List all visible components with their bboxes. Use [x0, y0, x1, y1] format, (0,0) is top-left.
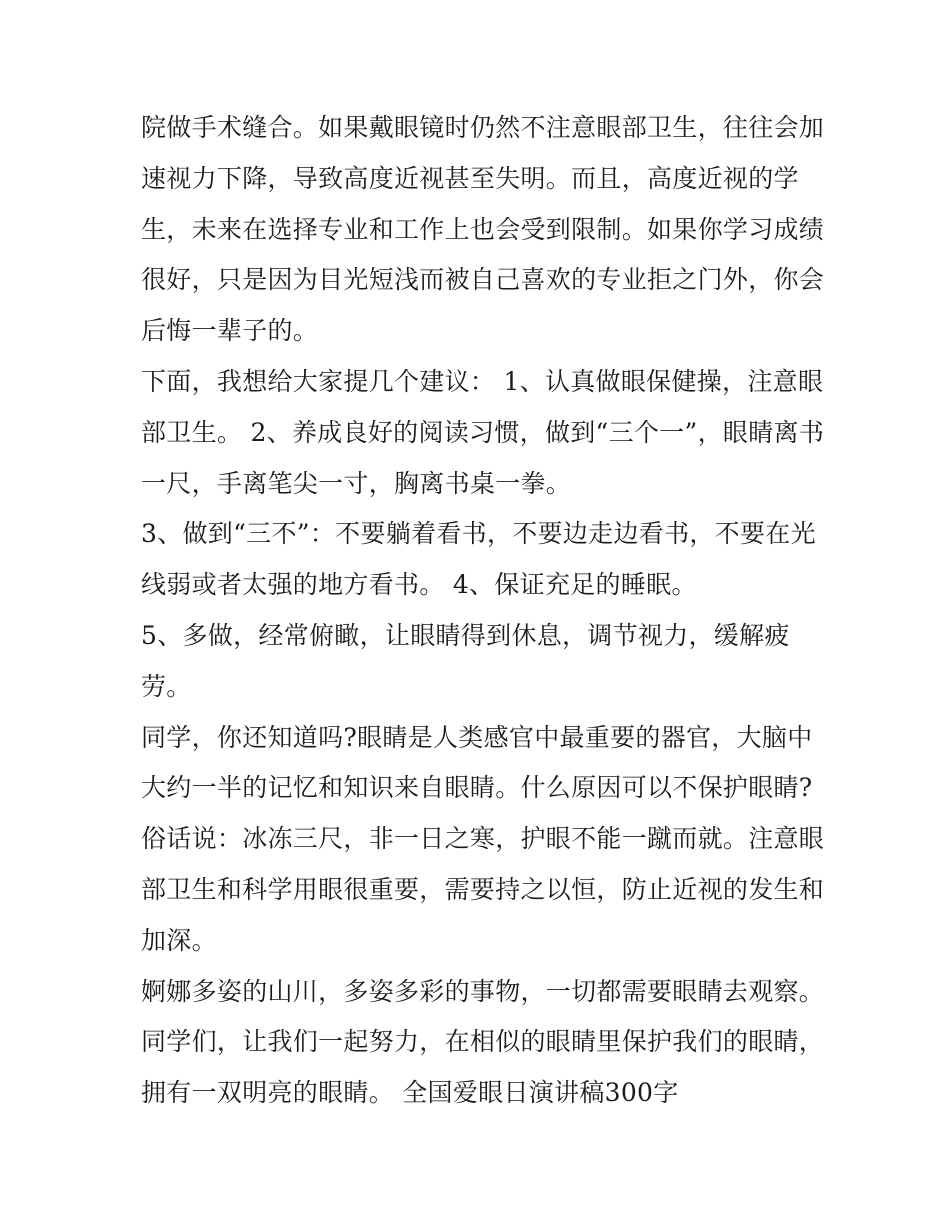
- text-line: 很好，只是因为目光短浅而被自己喜欢的专业拒之门外，你会: [141, 265, 825, 295]
- text-line: 同学，你还知道吗?眼睛是人类感官中最重要的器官，大脑中: [141, 722, 813, 752]
- text-line: 大约一半的记忆和知识来自眼睛。什么原因可以不保护眼睛?: [141, 773, 813, 803]
- text-line: 部卫生和科学用眼很重要，需要持之以恒，防止近视的发生和: [141, 874, 825, 904]
- text-line: 5、多做，经常俯瞰，让眼睛得到休息，调节视力，缓解疲: [141, 620, 790, 650]
- text-line: 速视力下降，导致高度近视甚至失明。而且，高度近视的学: [141, 163, 799, 193]
- text-line: 拥有一双明亮的眼睛。 全国爱眼日演讲稿300字: [141, 1078, 679, 1108]
- text-line: 加深。: [141, 925, 217, 955]
- text-line: 后悔一辈子的。: [141, 316, 319, 346]
- document-body: [141, 103, 825, 1119]
- text-line: 生，未来在选择专业和工作上也会受到限制。如果你学习成绩: [141, 214, 825, 244]
- text-line: 院做手术缝合。如果戴眼镜时仍然不注意眼部卫生，往往会加: [141, 113, 825, 142]
- text-line: 下面，我想给大家提几个建议： 1、认真做眼保健操，注意眼: [141, 366, 824, 396]
- text-line: 婀娜多姿的山川，多姿多彩的事物，一切都需要眼睛去观察。: [141, 976, 825, 1006]
- text-line: 劳。: [141, 671, 192, 701]
- text-line: 3、做到“三不”：不要躺着看书，不要边走边看书，不要在光: [141, 519, 816, 549]
- text-line: 线弱或者太强的地方看书。 4、保证充足的睡眠。: [141, 570, 697, 600]
- text-line: 部卫生。 2、养成良好的阅读习惯，做到“三个一”，眼睛离书: [141, 417, 825, 447]
- text-line: 俗话说：冰冻三尺，非一日之寒，护眼不能一蹴而就。注意眼: [141, 824, 825, 854]
- text-line: 一尺，手离笔尖一寸，胸离书桌一拳。: [141, 468, 572, 498]
- text-line: 同学们，让我们一起努力，在相似的眼睛里保护我们的眼睛，: [141, 1027, 825, 1057]
